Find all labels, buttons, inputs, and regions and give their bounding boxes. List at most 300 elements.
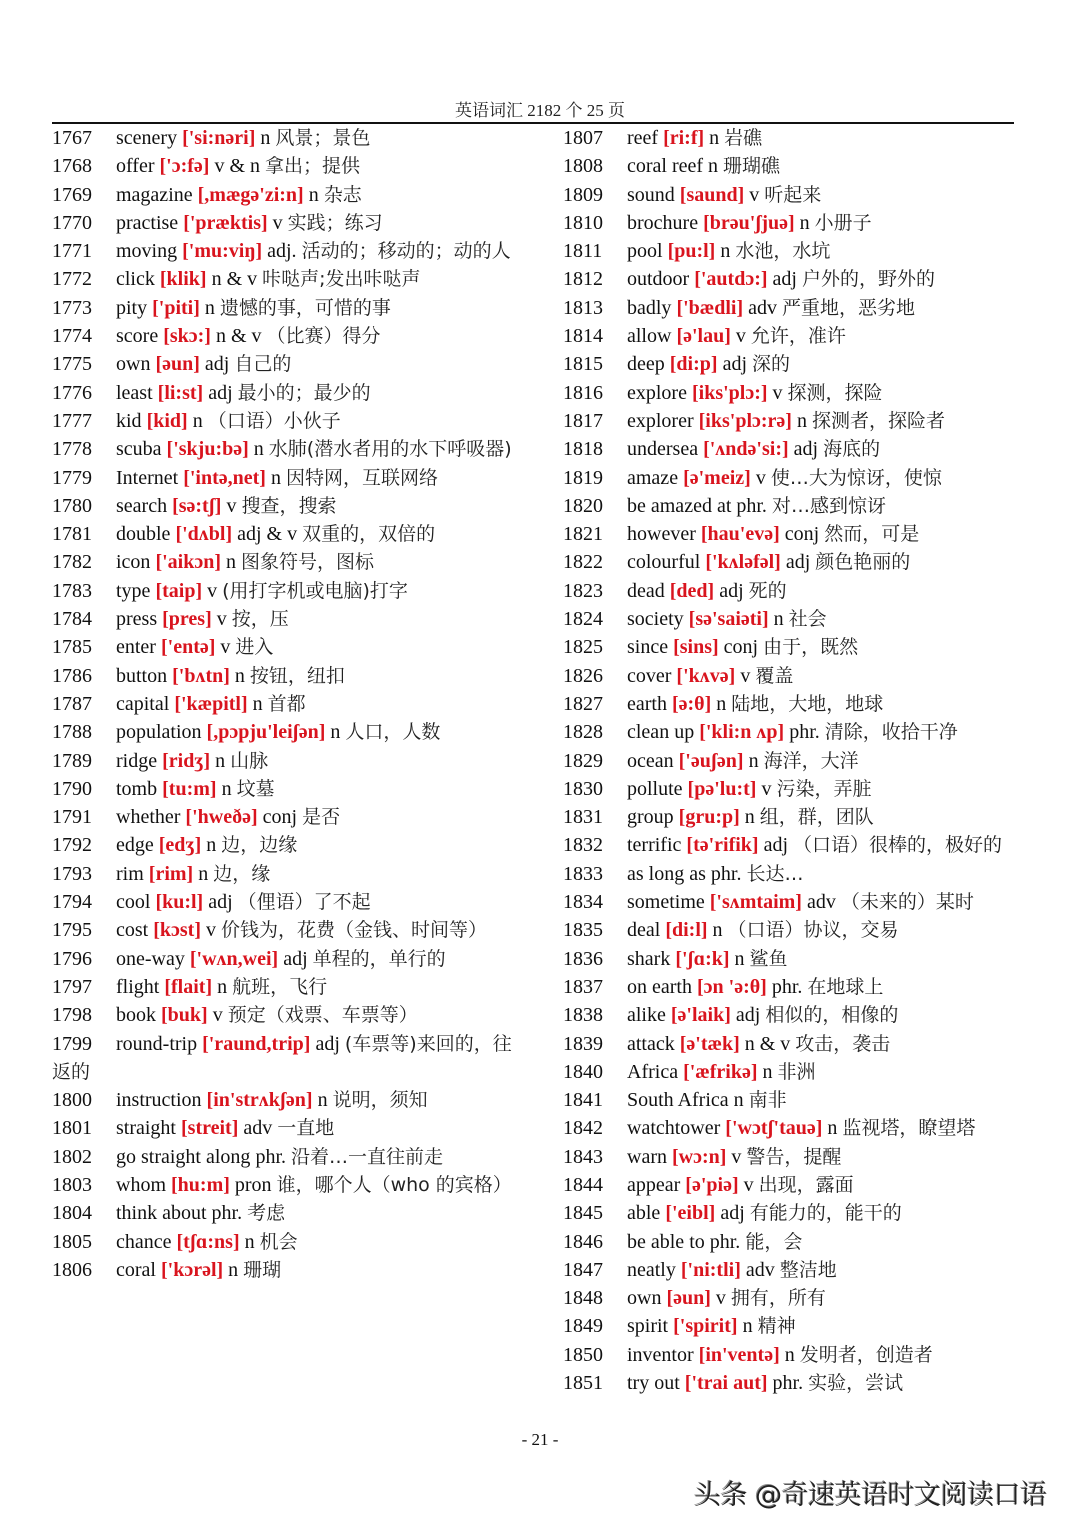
entry-phonetic: [skɔ:]	[163, 325, 211, 348]
entry-definition: 机会	[259, 1230, 298, 1253]
entry-word: inventor	[627, 1343, 694, 1366]
vocab-entry	[563, 662, 1023, 690]
entry-phonetic: [streit]	[181, 1117, 239, 1140]
entry-part-of-speech: n	[204, 296, 215, 319]
entry-word: instruction	[116, 1089, 202, 1112]
vocab-entry	[52, 860, 522, 888]
vocab-entry	[52, 379, 522, 407]
entry-number: 1784	[52, 608, 92, 631]
entry-number: 1844	[563, 1173, 603, 1196]
entry-number: 1791	[52, 806, 92, 829]
entry-word: coral reef	[627, 155, 704, 178]
entry-part-of-speech: adj.	[267, 240, 297, 263]
entry-word: ridge	[116, 749, 158, 772]
entry-definition: （俚语）了不起	[237, 891, 371, 914]
entry-definition: 说明，须知	[332, 1089, 428, 1112]
entry-number: 1816	[563, 381, 603, 404]
entry-word: chance	[116, 1230, 172, 1253]
entry-number: 1819	[563, 466, 603, 489]
vocab-entry	[52, 350, 522, 378]
entry-definition: 最小的；最少的	[237, 381, 371, 404]
entry-word: cool	[116, 891, 151, 914]
entry-part-of-speech: n	[234, 664, 245, 687]
entry-definition: 探测者，探险者	[811, 409, 945, 432]
entry-part-of-speech: n & v	[744, 1032, 791, 1055]
entry-definition: 沿着…一直往前走	[291, 1145, 444, 1168]
entry-word: practise	[116, 211, 179, 234]
entry-definition: 活动的；移动的；动的人	[301, 240, 511, 263]
entry-definition: 单程的，单行的	[312, 947, 446, 970]
entry-word: flight	[116, 975, 160, 998]
entry-word: scenery	[116, 127, 178, 149]
entry-part-of-speech: phr.	[709, 1230, 741, 1253]
entry-phonetic: ['æfrikə]	[683, 1060, 758, 1083]
entry-number: 1770	[52, 211, 92, 234]
entry-definition: 边，缘	[213, 862, 271, 885]
entry-phonetic: ['kʌvə]	[676, 664, 736, 687]
entry-word: be amazed at	[627, 494, 732, 517]
entry-part-of-speech: n	[708, 155, 719, 178]
entry-definition: 整洁地	[779, 1258, 837, 1281]
entry-definition: 水肺(潜水者用的水下呼吸器)	[268, 438, 512, 461]
entry-part-of-speech: adj	[722, 353, 747, 376]
entry-definition: 深的	[752, 353, 791, 376]
entry-part-of-speech: n	[716, 692, 727, 715]
entry-word: pollute	[627, 777, 683, 800]
entry-phonetic: ['raund,trip]	[202, 1032, 311, 1055]
vocab-entry	[563, 633, 1023, 661]
vocab-entry	[52, 407, 522, 435]
vocab-entry	[563, 294, 1023, 322]
entry-number: 1824	[563, 608, 603, 631]
vocab-entry	[563, 690, 1023, 718]
entry-definition: 小册子	[814, 211, 872, 234]
entry-number: 1796	[52, 947, 92, 970]
entry-part-of-speech: n	[217, 975, 228, 998]
entry-number: 1820	[563, 494, 603, 517]
entry-definition: 人口，人数	[345, 721, 441, 744]
entry-phonetic: [wɔ:n]	[671, 1145, 727, 1168]
entry-word: moving	[116, 240, 178, 263]
vocab-entry	[563, 888, 1023, 916]
vocab-entry	[563, 322, 1023, 350]
entry-phonetic: ['hweðə]	[185, 806, 258, 829]
entry-definition: 警告，提醒	[746, 1145, 842, 1168]
entry-part-of-speech: conj	[723, 636, 759, 659]
vocab-entry	[563, 775, 1023, 803]
entry-phonetic: ['əuʃən]	[678, 749, 744, 772]
entry-definition: 相似的，相像的	[765, 1004, 899, 1027]
entry-part-of-speech: v	[772, 381, 783, 404]
watermark: 头条 @奇速英语时文阅读口语	[694, 1480, 1047, 1511]
entry-definition: 探测，探险	[787, 381, 883, 404]
entry-word: as long as	[627, 862, 706, 885]
entry-phonetic: [əun]	[666, 1287, 711, 1310]
entry-part-of-speech: adj	[208, 891, 233, 914]
entry-part-of-speech: conj	[784, 523, 820, 546]
entry-part-of-speech: phr.	[772, 1372, 804, 1395]
entry-phonetic: ['mu:viŋ]	[182, 240, 263, 263]
entry-phonetic: ['intə,net]	[183, 466, 266, 489]
entry-definition: 进入	[235, 636, 274, 659]
entry-phonetic: [iks'plɔ:]	[691, 381, 768, 404]
entry-number: 1768	[52, 155, 92, 178]
entry-part-of-speech: phr.	[211, 1202, 243, 1225]
vocab-entry	[52, 520, 522, 548]
entry-part-of-speech: n	[221, 777, 232, 800]
entry-phonetic: ['entə]	[160, 636, 216, 659]
entry-definition: 出现，露面	[758, 1173, 854, 1196]
vocab-entry	[563, 1001, 1023, 1029]
entry-word: reef	[627, 127, 659, 149]
entry-number: 1798	[52, 1004, 92, 1027]
entry-phonetic: [ded]	[669, 579, 715, 602]
entry-part-of-speech: n	[742, 1315, 753, 1338]
page-number: - 21 -	[521, 1430, 559, 1449]
entry-word: warn	[627, 1145, 667, 1168]
entry-part-of-speech: n	[712, 919, 723, 942]
entry-part-of-speech: n	[773, 608, 784, 631]
vocab-entry	[52, 464, 522, 492]
vocab-entry	[52, 492, 522, 520]
entry-phonetic: ['ʃɑ:k]	[675, 947, 730, 970]
entry-word: least	[116, 381, 153, 404]
entry-part-of-speech: n & v	[211, 268, 258, 291]
entry-word: double	[116, 523, 171, 546]
entry-definition: 由于，既然	[763, 636, 859, 659]
entry-part-of-speech: phr.	[710, 862, 742, 885]
vocab-entry	[52, 294, 522, 322]
entry-number: 1779	[52, 466, 92, 489]
entry-word: straight	[116, 1117, 176, 1140]
entry-definition: 严重地，恶劣地	[782, 296, 916, 319]
entry-word: be able to	[627, 1230, 705, 1253]
entry-definition: 考虑	[247, 1202, 286, 1225]
vocab-entry	[52, 690, 522, 718]
entry-phonetic: [əun]	[155, 353, 200, 376]
vocab-entry	[52, 803, 522, 831]
entry-word: deep	[627, 353, 665, 376]
entry-phonetic: [edʒ]	[158, 834, 202, 857]
vocab-entry	[563, 1114, 1023, 1142]
entry-phonetic: ['ɔ:fə]	[159, 155, 210, 178]
entry-number: 1838	[563, 1004, 603, 1027]
vocab-entry	[563, 237, 1023, 265]
vocab-entry	[563, 973, 1023, 1001]
entry-definition: 预定（戏票、车票等）	[227, 1004, 418, 1027]
entry-part-of-speech: v	[755, 466, 766, 489]
entry-definition: (用打字机或电脑)打字	[222, 579, 408, 602]
entry-definition: 有能力的，能干的	[749, 1202, 902, 1225]
entry-word: brochure	[627, 211, 699, 234]
entry-phonetic: ['wʌn,wei]	[189, 947, 279, 970]
entry-part-of-speech: adv	[745, 1258, 775, 1281]
entry-definition: 实践；练习	[287, 211, 383, 234]
entry-definition: 听起来	[764, 183, 822, 206]
entry-word: icon	[116, 551, 151, 574]
entry-number: 1851	[563, 1372, 603, 1395]
entry-part-of-speech: v	[226, 494, 237, 517]
entry-phonetic: [ə'piə]	[685, 1173, 739, 1196]
entry-word: alike	[627, 1004, 666, 1027]
entry-part-of-speech: phr.	[771, 975, 803, 998]
entry-part-of-speech: n	[253, 438, 264, 461]
entry-part-of-speech: v & n	[214, 155, 261, 178]
entry-part-of-speech: n	[228, 1258, 239, 1281]
entry-part-of-speech: n	[252, 692, 263, 715]
entry-part-of-speech: adj	[793, 438, 819, 461]
entry-word: terrific	[627, 834, 682, 857]
entry-phonetic: [ə'laik]	[670, 1004, 731, 1027]
entry-definition: 拿出；提供	[265, 155, 361, 178]
vocab-entry	[563, 181, 1023, 209]
entry-word: think about	[116, 1202, 207, 1225]
entry-word: ocean	[627, 749, 674, 772]
entry-definition: （口语）小伙子	[207, 409, 341, 432]
entry-phonetic: [saund]	[679, 183, 745, 206]
entry-number: 1769	[52, 183, 92, 206]
entry-number: 1822	[563, 551, 603, 574]
entry-number: 1833	[563, 862, 603, 885]
entry-word: magazine	[116, 183, 193, 206]
entry-definition: 海底的	[823, 438, 881, 461]
entry-word: press	[116, 608, 158, 631]
entry-number: 1850	[563, 1343, 603, 1366]
entry-word: rim	[116, 862, 144, 885]
vocab-entry	[563, 1171, 1023, 1199]
entry-part-of-speech: adj	[204, 353, 230, 376]
entry-word: offer	[116, 155, 155, 178]
entry-phonetic: ['ʌndə'si:]	[703, 438, 789, 461]
entry-part-of-speech: adj	[283, 947, 308, 970]
entry-part-of-speech: n	[260, 127, 271, 149]
vocab-entry	[52, 265, 522, 293]
entry-phonetic: [di:p]	[669, 353, 718, 376]
entry-definition: 非洲	[777, 1060, 816, 1083]
entry-word: own	[116, 353, 151, 376]
entry-definition: 按钮，纽扣	[249, 664, 345, 687]
vocab-entry	[52, 435, 522, 463]
vocab-entry	[563, 435, 1023, 463]
entry-definition: 坟墓	[236, 777, 275, 800]
vocab-entry	[52, 831, 522, 859]
entry-phonetic: [buk]	[161, 1004, 208, 1027]
entry-number: 1806	[52, 1258, 92, 1281]
entry-part-of-speech: adv	[748, 296, 778, 319]
entry-phonetic: [,pɔpju'leiʃən]	[206, 721, 326, 744]
entry-phonetic: [ridʒ]	[162, 749, 211, 772]
entry-definition: 海洋，大洋	[763, 749, 859, 772]
entry-number: 1841	[563, 1089, 603, 1112]
entry-phonetic: [klik]	[159, 268, 207, 291]
entry-definition: 价钱为，花费（金钱、时间等）	[220, 919, 487, 942]
entry-number: 1839	[563, 1032, 603, 1055]
entry-number: 1830	[563, 777, 603, 800]
entry-phonetic: ['kʌləfəl]	[705, 551, 781, 574]
entry-phonetic: ['wɔtʃ'tauə]	[725, 1117, 823, 1140]
entry-number: 1834	[563, 891, 603, 914]
entry-number: 1804	[52, 1202, 92, 1225]
entry-word: own	[627, 1287, 662, 1310]
vocab-entry	[52, 775, 522, 803]
vocab-entry	[563, 1143, 1023, 1171]
entry-word: book	[116, 1004, 156, 1027]
entry-phonetic: [hu:m]	[171, 1173, 230, 1196]
vocab-entry	[563, 548, 1023, 576]
vocab-entry	[563, 1199, 1023, 1227]
entry-word: cost	[116, 919, 149, 942]
vocab-entry	[563, 831, 1023, 859]
entry-number: 1810	[563, 211, 603, 234]
entry-definition: 是否	[302, 806, 341, 829]
entry-number: 1776	[52, 381, 92, 404]
entry-word: search	[116, 494, 168, 517]
entry-number: 1829	[563, 749, 603, 772]
entry-definition: 组，群，团队	[759, 806, 874, 829]
entry-word: sound	[627, 183, 675, 206]
entry-definition: 然而，可是	[824, 523, 920, 546]
entry-number: 1842	[563, 1117, 603, 1140]
entry-phonetic: [ə:θ]	[671, 692, 712, 715]
entry-definition: 发明者，创造者	[799, 1343, 933, 1366]
entry-word: enter	[116, 636, 156, 659]
entry-part-of-speech: adv	[243, 1117, 273, 1140]
vocab-entry	[52, 1001, 522, 1029]
vocab-entry	[52, 548, 522, 576]
vocab-entry	[563, 379, 1023, 407]
entry-word: on earth	[627, 975, 692, 998]
vocab-entry	[52, 181, 522, 209]
entry-phonetic: [,mægə'zi:n]	[197, 183, 304, 206]
vocab-entry	[52, 633, 522, 661]
entry-phonetic: [ku:l]	[155, 891, 204, 914]
entry-part-of-speech: n & v	[215, 325, 262, 348]
entry-definition: 因特网，互联网络	[285, 466, 438, 489]
entry-definition: 拥有，所有	[730, 1287, 826, 1310]
vocab-entry	[52, 605, 522, 633]
entry-definition: 长达…	[746, 862, 804, 885]
entry-word: watchtower	[627, 1117, 721, 1140]
entry-word: tomb	[116, 777, 158, 800]
entry-number: 1789	[52, 749, 92, 772]
entry-number: 1848	[563, 1287, 603, 1310]
entry-part-of-speech: v	[749, 183, 760, 206]
entry-definition: 颜色艳丽的	[815, 551, 911, 574]
entry-definition: 允许，准许	[750, 325, 846, 348]
vocab-entry	[563, 1086, 1023, 1114]
entry-phonetic: [kid]	[146, 409, 188, 432]
vocab-entry	[563, 1030, 1023, 1058]
entry-number: 1821	[563, 523, 603, 546]
entry-part-of-speech: adj	[785, 551, 811, 574]
entry-number: 1802	[52, 1145, 92, 1168]
entry-definition: 监视塔，瞭望塔	[842, 1117, 976, 1140]
entry-phonetic: [ə'lau]	[676, 325, 731, 348]
entry-definition: 实验，尝试	[808, 1372, 904, 1395]
entry-number: 1845	[563, 1202, 603, 1225]
vocab-entry	[52, 1256, 522, 1284]
vocab-entry	[52, 973, 522, 1001]
entry-word: South Africa	[627, 1089, 729, 1112]
entry-word: since	[627, 636, 669, 659]
entry-part-of-speech: v	[761, 777, 772, 800]
entry-word: explorer	[627, 409, 694, 432]
entry-word: shark	[627, 947, 671, 970]
entry-definition: 首都	[267, 692, 306, 715]
entry-number: 1787	[52, 692, 92, 715]
vocab-entry	[563, 1058, 1023, 1086]
entry-number: 1817	[563, 409, 603, 432]
entry-definition: 在地球上	[807, 975, 884, 998]
entry-definition: 杂志	[323, 183, 362, 206]
vocab-entry	[52, 662, 522, 690]
entry-part-of-speech: n	[762, 1060, 773, 1083]
vocab-entry	[52, 888, 522, 916]
vocab-entry	[52, 322, 522, 350]
entry-number: 1843	[563, 1145, 603, 1168]
vocab-entry	[563, 350, 1023, 378]
entry-definition: (车票等)来回的，往返的	[52, 1032, 512, 1083]
entry-part-of-speech: v	[735, 325, 746, 348]
vocab-entry	[563, 152, 1023, 180]
entry-part-of-speech: phr.	[736, 494, 767, 517]
vocab-entry	[563, 1312, 1023, 1340]
entry-phonetic: ['aikɔn]	[155, 551, 221, 574]
entry-number: 1837	[563, 975, 603, 998]
entry-definition: 自己的	[234, 353, 292, 376]
entry-part-of-speech: n	[206, 834, 217, 857]
entry-number: 1795	[52, 919, 92, 942]
entry-word: population	[116, 721, 202, 744]
entry-word: Internet	[116, 466, 179, 489]
entry-phonetic: [pres]	[162, 608, 212, 631]
entry-phonetic: ['sʌmtaim]	[709, 891, 802, 914]
entry-number: 1808	[563, 155, 603, 178]
entry-phonetic: [ri:f]	[663, 127, 705, 149]
entry-number: 1783	[52, 579, 92, 602]
entry-word: cover	[627, 664, 672, 687]
entry-part-of-speech: adj	[735, 1004, 761, 1027]
entry-word: appear	[627, 1173, 681, 1196]
entry-phonetic: ['piti]	[152, 296, 200, 319]
entry-word: deal	[627, 919, 661, 942]
entry-part-of-speech: n	[796, 409, 807, 432]
entry-phonetic: ['kli:n ʌp]	[699, 721, 785, 744]
entry-definition: 户外的，野外的	[801, 268, 935, 291]
entry-part-of-speech: n	[308, 183, 319, 206]
entry-part-of-speech: pron	[234, 1173, 272, 1196]
entry-number: 1781	[52, 523, 92, 546]
entry-number: 1792	[52, 834, 92, 857]
entry-number: 1827	[563, 692, 603, 715]
entry-number: 1767	[52, 127, 92, 149]
entry-number: 1786	[52, 664, 92, 687]
entry-definition: 按，压	[231, 608, 289, 631]
vocab-entry	[563, 265, 1023, 293]
entry-part-of-speech: n	[784, 1343, 795, 1366]
entry-phonetic: [tu:m]	[162, 777, 217, 800]
vocab-entry	[52, 1086, 522, 1114]
entry-phonetic: ['dʌbl]	[175, 523, 233, 546]
entry-part-of-speech: n	[330, 721, 341, 744]
entry-word: group	[627, 806, 674, 829]
entry-part-of-speech: v	[715, 1287, 726, 1310]
entry-part-of-speech: phr.	[255, 1145, 286, 1168]
entry-phonetic: [ɔn 'ə:θ]	[696, 975, 767, 998]
entry-number: 1849	[563, 1315, 603, 1338]
entry-word: try out	[627, 1372, 680, 1395]
vocab-entry	[563, 916, 1023, 944]
